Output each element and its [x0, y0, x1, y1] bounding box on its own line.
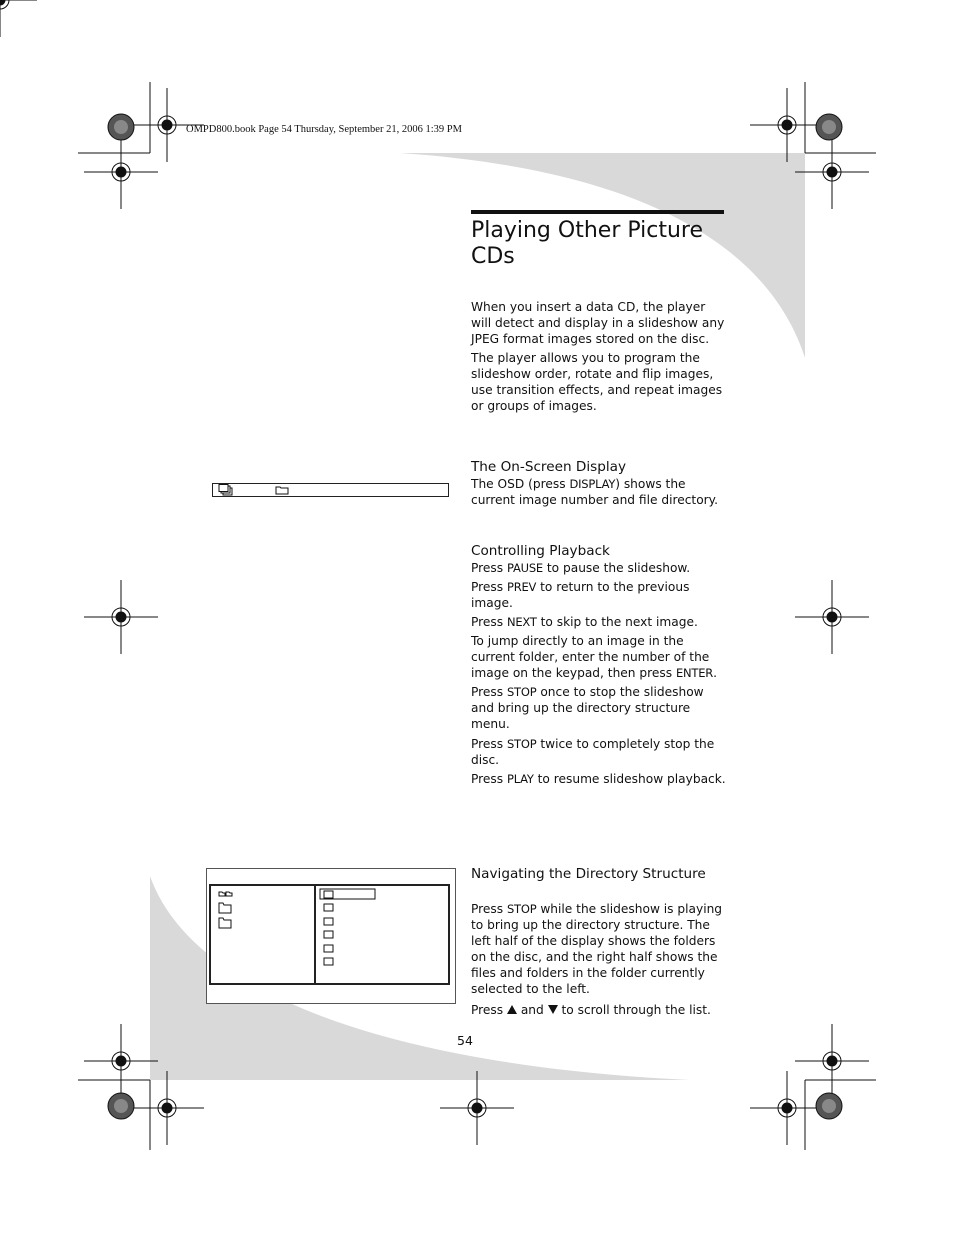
playback-item: Press PLAY to resume slideshow playback. — [471, 772, 726, 786]
playback-item: Press NEXT to skip to the next image. — [471, 615, 698, 629]
stop-key: STOP — [506, 685, 537, 699]
play-key: PLAY — [506, 772, 534, 786]
file-icon — [324, 958, 333, 965]
navigation-paragraph-2: Press and to scroll through the list. — [471, 1003, 711, 1017]
navigation-heading: Navigating the Directory Structure — [471, 866, 706, 882]
playback-item: Press STOP once to stop the slideshow and bring up the directory structure menu. — [471, 685, 704, 731]
display-key: DISPLAY — [569, 477, 616, 491]
down-triangle-icon — [548, 1005, 558, 1014]
playback-heading: Controlling Playback — [471, 543, 610, 559]
intro-paragraph-1: When you insert a data CD, the player will detect and display in a slideshow any JPEG format images stored on the disc. — [471, 300, 725, 346]
page-number: 54 — [457, 1033, 473, 1048]
enter-key: ENTER — [675, 666, 714, 680]
stop-key: STOP — [506, 737, 537, 751]
folder-icon — [276, 487, 288, 494]
intro-paragraph-2: The player allows you to program the slideshow order, rotate and flip images, use transition effects, and repeat images or groups of images. — [471, 351, 723, 413]
osd-heading: The On-Screen Display — [471, 459, 626, 475]
stop-key: STOP — [506, 902, 537, 916]
playback-item: Press STOP twice to completely stop the disc. — [471, 737, 715, 767]
file-icon — [324, 891, 333, 898]
folder-icon — [219, 903, 231, 913]
crosshair-registration-icon — [0, 0, 37, 37]
next-key: NEXT — [506, 615, 537, 629]
file-icon — [324, 945, 333, 952]
up-triangle-icon — [507, 1005, 517, 1014]
navigation-paragraph-1: Press STOP while the slideshow is playing to bring up the directory structure. The left half of the display shows the folders on the disc, and the right half shows the files and folders in the folder currently selected to the left. — [471, 902, 723, 996]
file-icon — [324, 931, 333, 938]
file-icon — [324, 918, 333, 925]
folder-icon — [219, 918, 231, 928]
osd-illustration — [212, 483, 449, 497]
osd-paragraph: The OSD (press DISPLAY) shows the current image number and file directory. — [471, 477, 719, 507]
file-icon — [324, 904, 333, 911]
playback-item: To jump directly to an image in the current folder, enter the number of the image on the keypad, then press ENTER. — [471, 634, 717, 680]
playback-item: Press PREV to return to the previous image. — [471, 580, 690, 610]
folder-icon — [219, 892, 232, 896]
directory-icons — [209, 884, 450, 985]
prev-key: PREV — [506, 580, 537, 594]
page-title: Playing Other Picture CDs — [471, 218, 704, 269]
title-rule — [471, 210, 724, 214]
image-stack-icon — [219, 485, 232, 496]
book-info-header: OMPD800.book Page 54 Thursday, September 21, 2006 1:39 PM — [186, 124, 462, 135]
pause-key: PAUSE — [506, 561, 544, 575]
playback-item: Press PAUSE to pause the slideshow. — [471, 561, 691, 575]
